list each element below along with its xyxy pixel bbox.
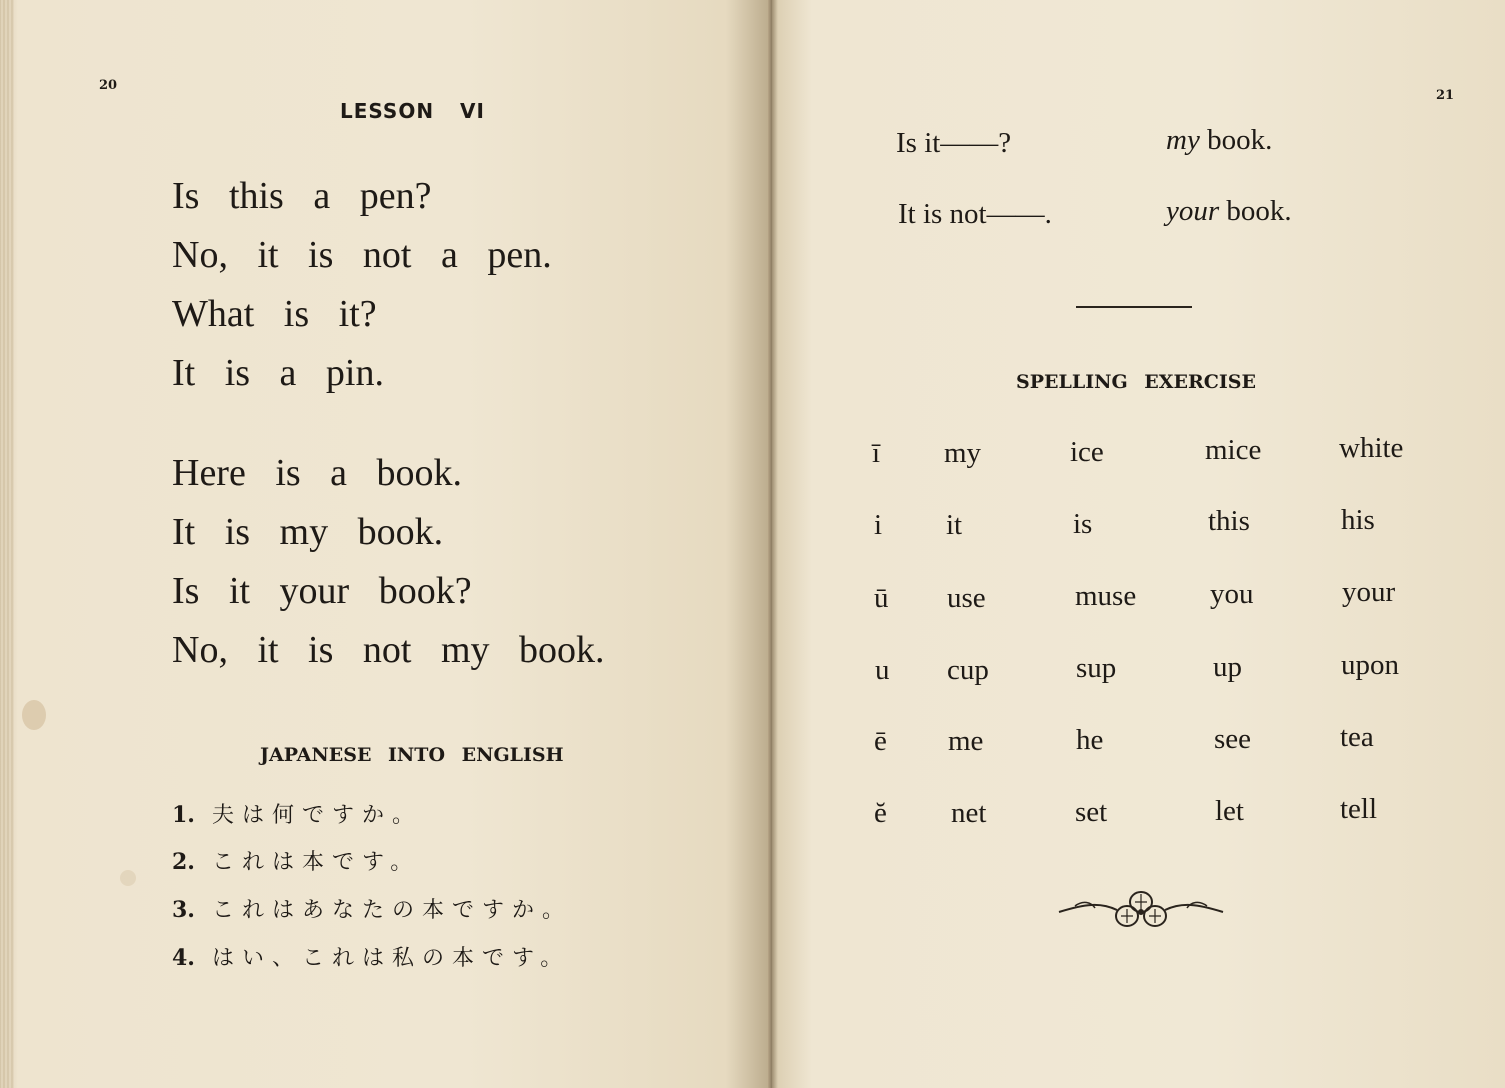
exercise-number: 3. <box>172 897 195 923</box>
drill-answer-italic: your <box>1166 195 1220 227</box>
lesson-title: LESSON VI <box>340 99 485 123</box>
drill-answer-rest: book. <box>1226 195 1292 227</box>
spelling-word: is <box>1073 508 1093 540</box>
spelling-word: my <box>944 437 982 469</box>
spelling-vowel: ū <box>874 582 889 614</box>
reading-line: Is it your book? <box>172 570 472 612</box>
spelling-word: set <box>1075 796 1108 828</box>
exercise-item <box>172 845 420 876</box>
section-divider <box>1076 306 1192 308</box>
page-number: 21 <box>1436 88 1455 103</box>
reading-line: Is this a pen? <box>172 175 432 217</box>
page-edges <box>0 0 14 1088</box>
spelling-word: cup <box>947 654 989 686</box>
spelling-heading: SPELLING EXERCISE <box>1016 371 1257 393</box>
paper-stain <box>22 700 46 730</box>
spelling-word: white <box>1339 432 1404 464</box>
paper-stain <box>120 870 136 886</box>
exercise-number: 1. <box>172 802 195 828</box>
exercise-text: 夫は何ですか。 <box>212 803 423 828</box>
spelling-word: sup <box>1076 652 1117 684</box>
spelling-word: you <box>1210 578 1254 610</box>
spelling-vowel: ē <box>874 725 887 757</box>
spelling-vowel: ĕ <box>874 797 887 829</box>
spelling-vowel: u <box>875 654 890 686</box>
floral-ornament-icon <box>1055 882 1227 938</box>
drill-answer <box>1166 195 1292 228</box>
spelling-word: mice <box>1205 434 1262 466</box>
exercise-text: はい、これは私の本です。 <box>212 946 571 971</box>
drill-answer-rest: book. <box>1207 124 1273 156</box>
spelling-word: muse <box>1075 580 1137 612</box>
exercise-text: これは本です。 <box>212 850 421 875</box>
reading-line: It is my book. <box>172 511 444 553</box>
spelling-word: see <box>1214 723 1252 755</box>
reading-line: No, it is not my book. <box>172 629 605 671</box>
exercise-number: 2. <box>172 849 195 875</box>
reading-line: No, it is not a pen. <box>172 234 552 276</box>
spelling-word: he <box>1076 724 1104 756</box>
reading-line: What is it? <box>172 293 377 335</box>
spelling-word: let <box>1215 795 1244 827</box>
exercise-heading: JAPANESE INTO ENGLISH <box>260 744 564 766</box>
page-number: 20 <box>99 78 118 93</box>
drill-prompt: It is not——. <box>898 198 1052 230</box>
spelling-vowel: ī <box>872 437 881 469</box>
reading-line: It is a pin. <box>172 352 384 394</box>
spelling-word: your <box>1342 576 1396 608</box>
spelling-vowel: i <box>874 509 883 541</box>
drill-answer <box>1166 124 1272 157</box>
exercise-item <box>172 798 422 829</box>
spelling-word: this <box>1208 505 1250 537</box>
exercise-number: 4. <box>172 945 195 971</box>
reading-line: Here is a book. <box>172 452 463 494</box>
spelling-word: it <box>946 509 963 541</box>
exercise-text: これはあなたの本ですか。 <box>212 898 573 923</box>
spelling-word: ice <box>1070 436 1104 468</box>
exercise-item <box>172 941 570 972</box>
spelling-word: his <box>1341 504 1375 536</box>
spelling-word: tea <box>1340 721 1374 753</box>
spelling-word: upon <box>1341 649 1399 681</box>
drill-prompt: Is it——? <box>896 127 1012 159</box>
drill-answer-italic: my <box>1166 124 1200 156</box>
spelling-word: me <box>948 725 984 757</box>
spelling-word: net <box>951 797 987 829</box>
spelling-word: up <box>1213 651 1242 683</box>
exercise-item <box>172 893 572 924</box>
spelling-word: tell <box>1340 793 1378 825</box>
spelling-word: use <box>947 582 986 614</box>
